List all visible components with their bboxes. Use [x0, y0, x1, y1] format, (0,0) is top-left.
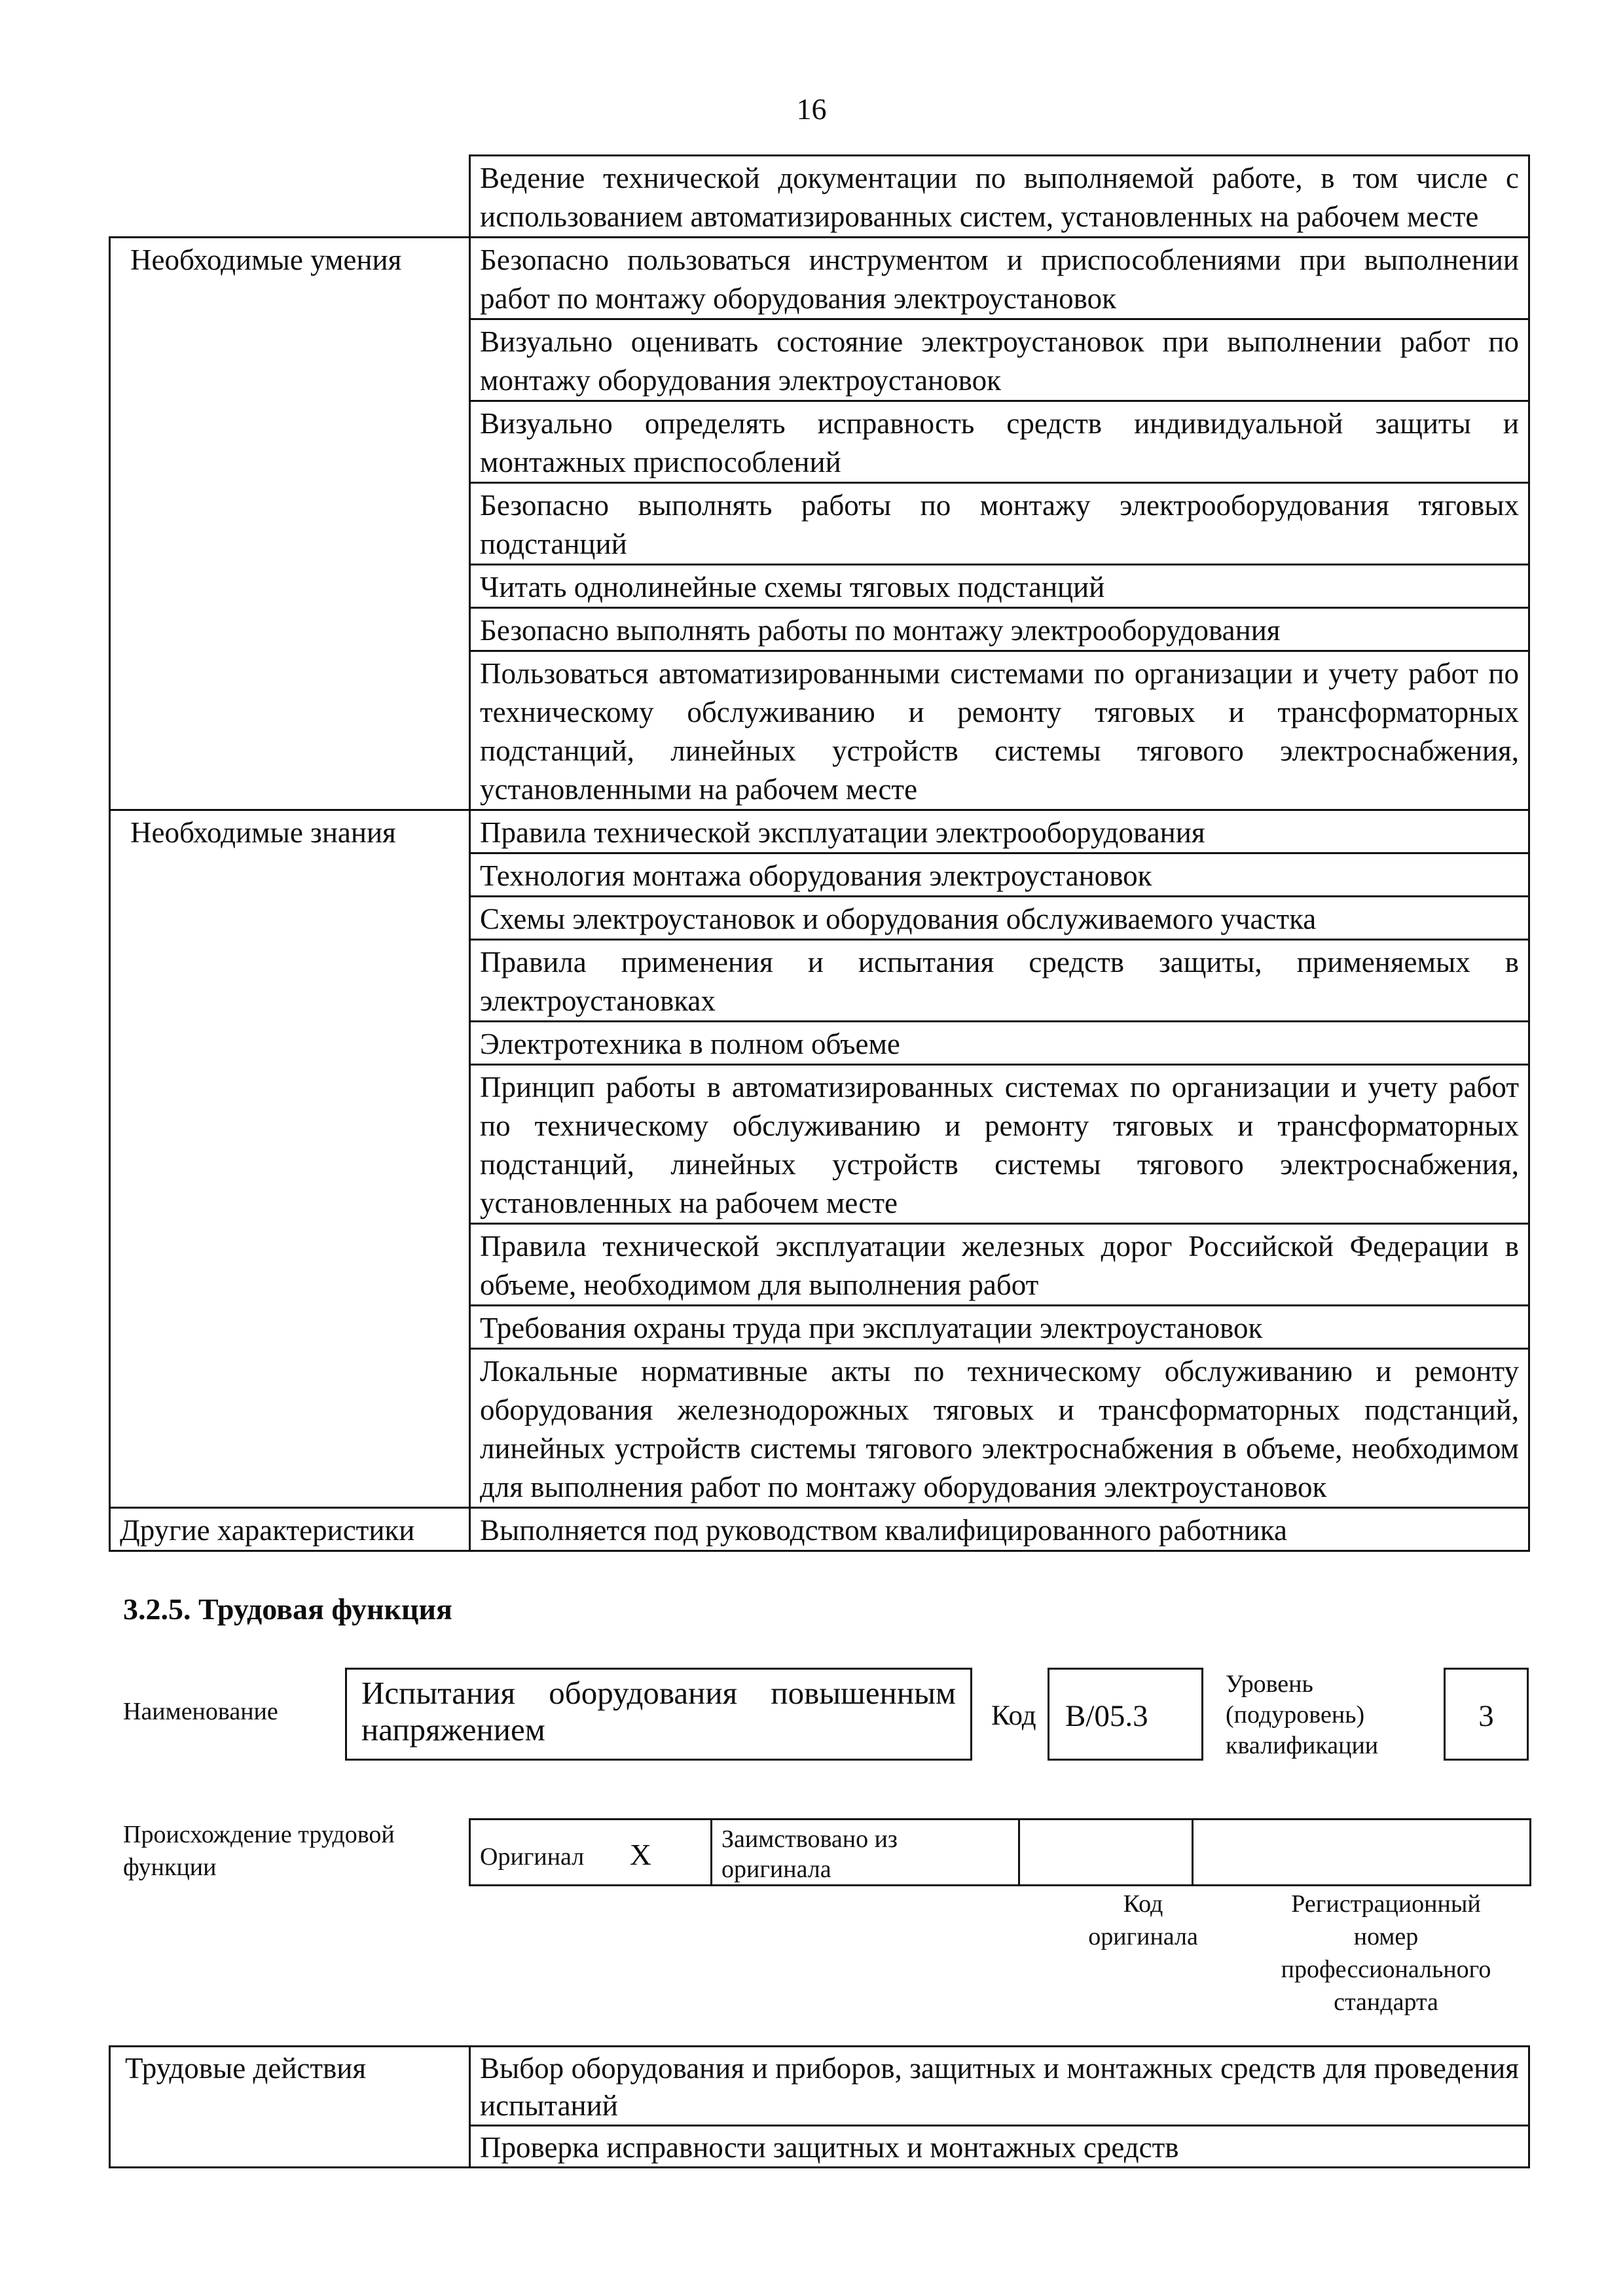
original-code-cell: [1019, 1820, 1193, 1886]
code-field: B/05.3: [1048, 1668, 1203, 1761]
code-caption-line: Код: [1123, 1890, 1163, 1918]
reg-caption-line: профессионального: [1281, 1956, 1491, 1983]
competency-table: [109, 154, 1530, 1552]
level-label-line: квалификации: [1226, 1732, 1379, 1759]
level-label-line: (подуровень): [1226, 1701, 1365, 1729]
level-field: 3: [1444, 1668, 1529, 1761]
original-label: Оригинал: [480, 1842, 585, 1871]
row-content: Проверка исправности защитных и монтажных средств: [470, 2126, 1529, 2168]
section-title: 3.2.5. Трудовая функция: [123, 1592, 452, 1626]
original-mark: X: [629, 1837, 651, 1871]
name-label: Наименование: [123, 1698, 278, 1725]
row-content: Визуально оценивать состояние электроустановок при выполнении работ по монтажу оборудования электроустановок: [470, 319, 1529, 401]
row-content: Правила технической эксплуатации железных дорог Российской Федерации в объеме, необходимом для выполнения работ: [470, 1224, 1529, 1306]
table-row: [110, 238, 1529, 319]
code-label: Код: [991, 1700, 1036, 1731]
borrowed-cell: [712, 1820, 1019, 1886]
row-label: [110, 156, 470, 238]
table-row: [110, 810, 1529, 853]
reg-caption-line: Регистрационный: [1291, 1890, 1481, 1918]
code-caption: [1055, 1888, 1231, 1953]
origin-label-line: Происхождение трудовой: [123, 1821, 395, 1848]
row-content: Безопасно пользоваться инструментом и приспособлениями при выполнении работ по монтажу оборудования электроустановок: [470, 238, 1529, 319]
row-label-skills: Необходимые умения: [110, 238, 470, 810]
row-content: Выбор оборудования и приборов, защитных и монтажных средств для проведения испытаний: [470, 2047, 1529, 2126]
origin-label-line: функции: [123, 1854, 217, 1881]
table-row: [110, 2047, 1529, 2126]
row-label-knowledge: Необходимые знания: [110, 810, 470, 1508]
row-content: Требования охраны труда при эксплуатации электроустановок: [470, 1306, 1529, 1349]
row-content: Схемы электроустановок и оборудования обслуживаемого участка: [470, 897, 1529, 940]
code-caption-line: оригинала: [1088, 1923, 1198, 1950]
table-row: [110, 1508, 1529, 1551]
origin-label: [123, 1818, 395, 1884]
borrowed-label-line: оригинала: [721, 1856, 831, 1883]
table-row: [470, 1820, 1531, 1886]
row-content: Выполняется под руководством квалифицированного работника: [470, 1508, 1529, 1551]
row-content: Правила технической эксплуатации электрооборудования: [470, 810, 1529, 853]
row-label-other: Другие характеристики: [110, 1508, 470, 1551]
row-content: Безопасно выполнять работы по монтажу электрооборудования: [470, 608, 1529, 651]
table-row: [110, 156, 1529, 238]
row-content: Визуально определять исправность средств индивидуальной защиты и монтажных приспособлений: [470, 401, 1529, 483]
level-label: [1226, 1669, 1378, 1761]
row-content: Пользоваться автоматизированными системами по организации и учету работ по техническому обслуживанию и ремонту тяговых и трансформаторных подстанций, линейных устройств системы тягового электроснабжения, установленными на рабочем месте: [470, 651, 1529, 810]
origin-table: [469, 1818, 1531, 1886]
original-cell: [470, 1820, 712, 1886]
row-content: Безопасно выполнять работы по монтажу электрооборудования тяговых подстанций: [470, 483, 1529, 565]
reg-caption-line: номер: [1353, 1923, 1419, 1950]
row-content: Технология монтажа оборудования электроустановок: [470, 853, 1529, 897]
reg-caption: [1245, 1888, 1527, 2018]
reg-caption-line: стандарта: [1334, 1988, 1438, 2016]
actions-table: [109, 2045, 1530, 2168]
row-content: Ведение технической документации по выполняемой работе, в том числе с использованием автоматизированных систем, установленных на рабочем месте: [470, 156, 1529, 238]
actions-label: Трудовые действия: [110, 2047, 470, 2168]
borrowed-label-line: Заимствовано из: [721, 1825, 898, 1853]
row-content: Принцип работы в автоматизированных системах по организации и учету работ по техническому обслуживанию и ремонту тяговых и трансформаторных подстанций, линейных устройств системы тягового электроснабжения, установленных на рабочем месте: [470, 1065, 1529, 1224]
function-name-field: Испытания оборудования повышенным напряжением: [345, 1668, 972, 1761]
row-content: Читать однолинейные схемы тяговых подстанций: [470, 565, 1529, 608]
reg-number-cell: [1193, 1820, 1531, 1886]
row-content: Локальные нормативные акты по техническому обслуживанию и ремонту оборудования железнодорожных тяговых и трансформаторных подстанций, линейных устройств системы тягового электроснабжения в объеме, необходимом для выполнения работ по монтажу оборудования электроустановок: [470, 1349, 1529, 1508]
row-content: Электротехника в полном объеме: [470, 1022, 1529, 1065]
page-number: 16: [796, 92, 827, 126]
row-content: Правила применения и испытания средств защиты, применяемых в электроустановках: [470, 940, 1529, 1022]
level-label-line: Уровень: [1226, 1670, 1313, 1698]
